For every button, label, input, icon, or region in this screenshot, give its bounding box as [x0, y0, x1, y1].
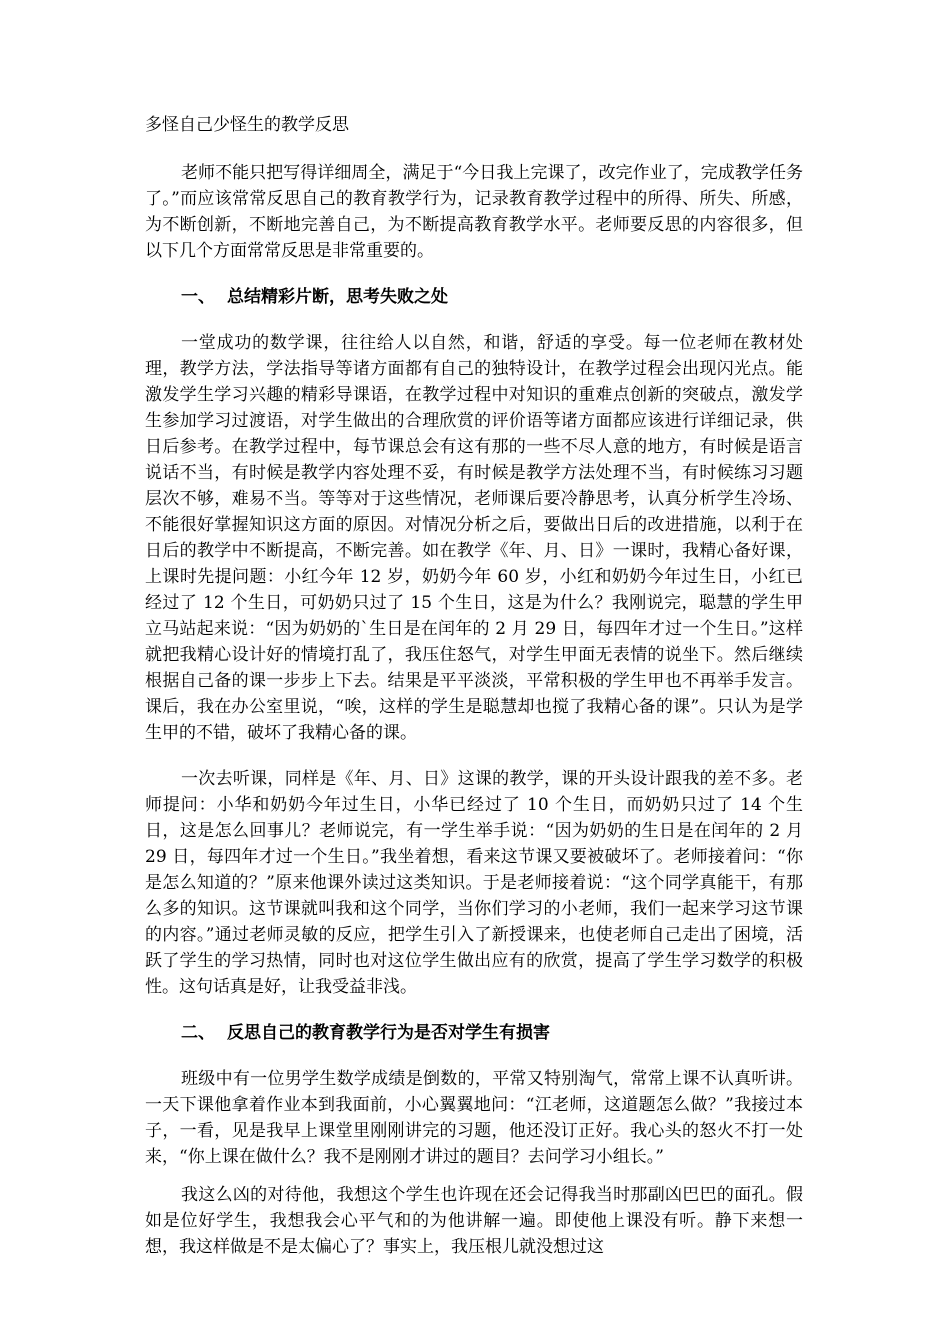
spacer	[145, 264, 803, 284]
document-title: 多怪自己少怪生的教学反思	[145, 115, 349, 135]
spacer	[145, 1046, 803, 1066]
spacer	[145, 1170, 803, 1182]
spacer	[145, 746, 803, 766]
section-2-paragraph-1: 班级中有一位男学生数学成绩是倒数的，平常又特别淘气，常常上课不认真听讲。一天下课他拿着作业本到我面前，小心翼翼地问：“江老师，这道题怎么做？”我接过本子，一看，见是我早上课堂里刚刚讲完的习题，他还没订正好。我心头的怒火不打一处来，“你上课在做什么？我不是刚刚才讲过的题目？去问学习小组长。”	[145, 1069, 803, 1167]
intro-paragraph: 老师不能只把写得详细周全，满足于“今日我上完课了，改完作业了，完成教学任务了。”而应该常常反思自己的教育教学行为，记录教育教学过程中的所得、所失、所感，为不断创新，不断地完善自己，为不断提高教育教学水平。老师要反思的内容很多，但以下几个方面常常反思是非常重要的。	[145, 163, 803, 261]
section-1-heading-text: 总结精彩片断，思考失败之处	[227, 287, 448, 307]
document-page	[145, 112, 803, 1260]
section-1-number: 一、	[181, 287, 215, 307]
section-1-paragraph-2: 一次去听课，同样是《年、月、日》这课的教学，课的开头设计跟我的差不多。老师提问：小华和奶奶今年过生日，小华已经过了 10 个生日，而奶奶只过了 14 个生日，这是怎么回事儿？老师说完，有一学生举手说：“因为奶奶的生日是在闰年的 2 月 29 日，每四年才过一个生日。”我坐着想，看来这节课又要被破坏了。老师接着问：“你是怎么知道的？”原来他课外读过这类知识。于是老师接着说：“这个同学真能干，有那么多的知识。这节课就叫我和这个同学，当你们学习的小老师，我们一起来学习这节课的内容。”通过老师灵敏的反应，把学生引入了新授课来，也使老师自己走出了困境，活跃了学生的学习热情，同时也对这位学生做出应有的欣赏，提高了学生学习数学的积极性。这句话真是好，让我受益非浅。	[145, 769, 803, 997]
spacer	[145, 1000, 803, 1020]
section-1-paragraph-1: 一堂成功的数学课，往往给人以自然，和谐，舒适的享受。每一位老师在教材处理，教学方法，学法指导等诸方面都有自己的独特设计，在教学过程会出现闪光点。能激发学生学习兴趣的精彩导课语，在教学过程中对知识的重难点创新的突破点，激发学生参加学习过渡语，对学生做出的合理欣赏的评价语等诸方面都应该进行详细记录，供日后参考。在教学过程中，每节课总会有这有那的一些不尽人意的地方，有时候是语言说话不当，有时候是教学内容处理不妥，有时候是教学方法处理不当，有时候练习习题层次不够，难易不当。等等对于这些情况，老师课后要冷静思考，认真分析学生冷场、不能很好掌握知识这方面的原因。对情况分析之后，要做出日后的改进措施，以利于在日后的教学中不断提高，不断完善。如在教学《年、月、日》一课时，我精心备好课，上课时先提问题：小红今年 12 岁，奶奶今年 60 岁，小红和奶奶今年过生日，小红已经过了 12 个生日，可奶奶只过了 15 个生日，这是为什么？我刚说完，聪慧的学生甲立马站起来说：“因为奶奶的`生日是在闰年的 2 月 29 日，每四年才过一个生日。”这样就把我精心设计好的情境打乱了，我压住怒气，对学生甲面无表情的说坐下。然后继续根据自己备的课一步步上下去。结果是平平淡淡，平常积极的学生甲也不再举手发言。课后，我在办公室里说，“唉，这样的学生是聪慧却也搅了我精心备的课”。只认为是学生甲的不错，破坏了我精心备的课。	[145, 333, 803, 743]
section-2-heading	[145, 1020, 803, 1046]
section-2-heading-text: 反思自己的教育教学行为是否对学生有损害	[227, 1023, 550, 1043]
section-2-paragraph-2: 我这么凶的对待他，我想这个学生也许现在还会记得我当时那副凶巴巴的面孔。假如是位好学生，我想我会心平气和的为他讲解一遍。即使他上课没有听。静下来想一想，我这样做是不是太偏心了？事实上，我压根儿就没想过这	[145, 1185, 803, 1257]
spacer	[145, 310, 803, 330]
section-2-number: 二、	[181, 1023, 215, 1043]
section-1-heading	[145, 284, 803, 310]
